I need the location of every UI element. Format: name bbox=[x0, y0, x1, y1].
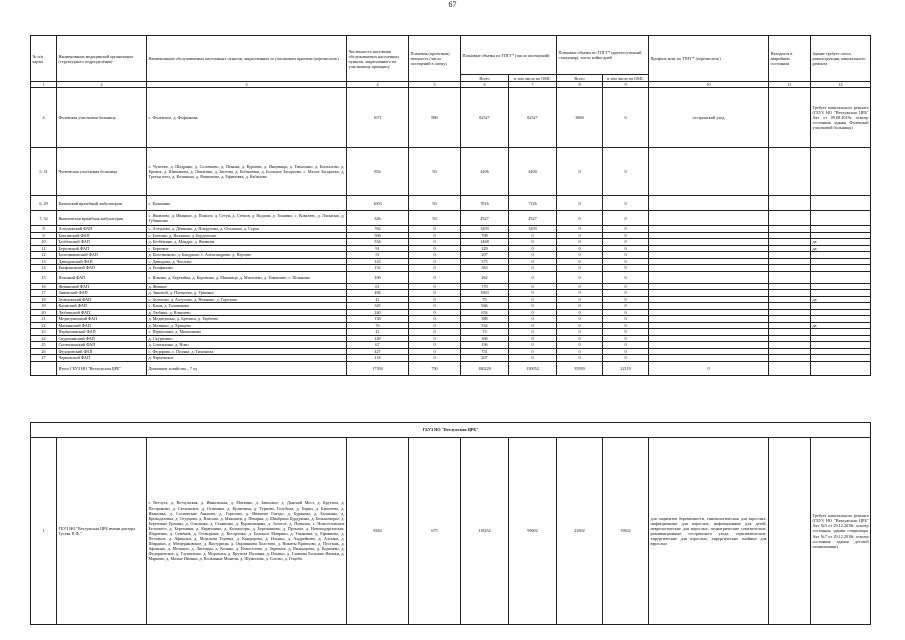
bed-days-total: 0 bbox=[557, 196, 603, 211]
population: 143 bbox=[347, 258, 409, 265]
bed-days-total: 22692 bbox=[557, 438, 603, 625]
bed-days-oms: 0 bbox=[603, 342, 649, 349]
emergency-state bbox=[769, 438, 811, 625]
places-list: с. Яковлево, д. Иванино, д. Пожоги, д. Сетун, д. Стенов, д. Видичи, д. Тоннино, с. Ковалевс, д. Ласкаино, д. Губинкино bbox=[147, 211, 347, 226]
visits-total: 79 bbox=[461, 296, 509, 303]
emergency-state bbox=[769, 148, 811, 196]
bed-days-oms: 0 bbox=[603, 322, 649, 329]
bed-days-total: 0 bbox=[557, 316, 603, 323]
org-name: Алтуновский ФАП bbox=[57, 226, 147, 233]
row-number: 6, 29 bbox=[31, 196, 57, 211]
population: 240 bbox=[347, 309, 409, 316]
bed-profile bbox=[649, 196, 769, 211]
population: 67 bbox=[347, 342, 409, 349]
bed-days-oms: 0 bbox=[603, 271, 649, 283]
bed-days-oms: 0 bbox=[603, 296, 649, 303]
visits-oms: 0 bbox=[509, 348, 557, 355]
repair-note: да bbox=[811, 245, 871, 252]
visits-total: 363 bbox=[461, 265, 509, 272]
total-population: 17350 bbox=[347, 361, 409, 375]
visits-total: 82527 bbox=[461, 88, 509, 148]
population: 506 bbox=[347, 232, 409, 239]
visits-total: 1468 bbox=[461, 239, 509, 246]
visits-total: 118252 bbox=[461, 438, 509, 625]
repair-note bbox=[811, 196, 871, 211]
org-name: Зиновский ФАП bbox=[57, 290, 147, 297]
capacity: 0 bbox=[409, 309, 461, 316]
visits-total: 332 bbox=[461, 322, 509, 329]
column-number: 4 bbox=[347, 82, 409, 88]
row-number: 18 bbox=[31, 296, 57, 303]
places-list: с. Калинино bbox=[147, 196, 347, 211]
capacity: 0 bbox=[409, 322, 461, 329]
population: 41 bbox=[347, 296, 409, 303]
capacity: 0 bbox=[409, 252, 461, 259]
visits-total: 207 bbox=[461, 252, 509, 259]
places-list: с. Давыдово, д. Чеплово bbox=[147, 258, 347, 265]
places-list: д. Жевино bbox=[147, 283, 347, 290]
visits-oms: 7126 bbox=[509, 196, 557, 211]
row-number: 11 bbox=[31, 245, 57, 252]
emergency-state bbox=[769, 211, 811, 226]
row-number: 22 bbox=[31, 322, 57, 329]
org-name: Болотниковский ФАП bbox=[57, 252, 147, 259]
population: 1003 bbox=[347, 196, 409, 211]
capacity: 0 bbox=[409, 335, 461, 342]
visits-oms: 0 bbox=[509, 252, 557, 259]
capacity: 0 bbox=[409, 283, 461, 290]
places-list: д. Скурихино bbox=[147, 335, 347, 342]
org-name: Черновский ФАП bbox=[57, 355, 147, 362]
bed-days-oms: 0 bbox=[603, 252, 649, 259]
total-visits: 180229 bbox=[461, 361, 509, 375]
population: 76 bbox=[347, 322, 409, 329]
places-list: д. Матвино, д. Хрящево bbox=[147, 322, 347, 329]
header-col-6-7: Плановые объемы по ТПГГ* (число посещений) bbox=[461, 36, 557, 75]
capacity: 50 bbox=[409, 148, 461, 196]
header-col-10: Профиль коек по ТПГГ* (перечислить) bbox=[649, 36, 769, 82]
places-list: д. Епифаново bbox=[147, 265, 347, 272]
org-name: Любимский ФАП bbox=[57, 309, 147, 316]
table-row bbox=[31, 271, 871, 283]
capacity: 50 bbox=[409, 196, 461, 211]
population: 41 bbox=[347, 329, 409, 336]
visits-total: 388 bbox=[461, 316, 509, 323]
capacity: 0 bbox=[409, 239, 461, 246]
repair-note: да bbox=[811, 296, 871, 303]
repair-note bbox=[811, 271, 871, 283]
bed-days-total: 0 bbox=[557, 232, 603, 239]
visits-oms: 0 bbox=[509, 283, 557, 290]
bed-days-oms: 19632 bbox=[603, 438, 649, 625]
table-row bbox=[31, 438, 871, 625]
table-row bbox=[31, 88, 871, 148]
bed-days-oms: 0 bbox=[603, 355, 649, 362]
row-number: 24 bbox=[31, 335, 57, 342]
population: 91 bbox=[347, 245, 409, 252]
org-name: Калинский врачебный амбулатории bbox=[57, 196, 147, 211]
visits-total: 575 bbox=[461, 258, 509, 265]
visits-oms: 0 bbox=[509, 271, 557, 283]
capacity: 0 bbox=[409, 232, 461, 239]
row-number: 5, 31 bbox=[31, 148, 57, 196]
emergency-state bbox=[769, 88, 811, 148]
page-number: 67 bbox=[448, 0, 457, 9]
visits-oms: 0 bbox=[509, 309, 557, 316]
org-name: ГБУЗ НО "Ветлужская ЦРБ имени доктора Гусева П.Ф." bbox=[57, 438, 147, 625]
bed-days-total: 0 bbox=[557, 309, 603, 316]
column-number: 3 bbox=[147, 82, 347, 88]
row-number: 8 bbox=[31, 226, 57, 233]
bed-days-oms: 0 bbox=[603, 245, 649, 252]
org-name: Бахтинский ФАП bbox=[57, 232, 147, 239]
bed-days-total: 0 bbox=[557, 239, 603, 246]
bed-days-total: 0 bbox=[557, 348, 603, 355]
places-list: с. Первушино, д. Мокшиново bbox=[147, 329, 347, 336]
row-number: 12 bbox=[31, 252, 57, 259]
places-list: д. Любино, д. Ялышево bbox=[147, 309, 347, 316]
column-number: 8 bbox=[557, 82, 603, 88]
places-list: д. Черновское bbox=[147, 355, 347, 362]
visits-oms: 0 bbox=[509, 258, 557, 265]
row-number: 20 bbox=[31, 309, 57, 316]
subheader-oms: в том числе по ОМС bbox=[603, 75, 649, 82]
capacity: 0 bbox=[409, 258, 461, 265]
row-number: 25 bbox=[31, 342, 57, 349]
capacity: 0 bbox=[409, 296, 461, 303]
column-number: 5 bbox=[409, 82, 461, 88]
org-name: Фёдоровский ФАП bbox=[57, 348, 147, 355]
visits-total: 3293 bbox=[461, 226, 509, 233]
row-number: 21 bbox=[31, 316, 57, 323]
places-list: д. Болотниково, д. Бакурино, с. Александрово, д. Пертово bbox=[147, 252, 347, 259]
population: 149 bbox=[347, 335, 409, 342]
table-row bbox=[31, 211, 871, 226]
visits-oms: 99602 bbox=[509, 438, 557, 625]
bed-days-total: 0 bbox=[557, 355, 603, 362]
column-number: 7 bbox=[509, 82, 557, 88]
places-list: г. Ветлуга, д. Ветлужская, д. Ивановская, д. Матвино, д. Заволжье, д. Донской Мост, д. Крутиха, д. Пестриково, д. Стехинское, д. Осиповка, д. Кузнечиха, д. Турково, Голубиха, д. Борки, д. Бакшеево, д. Ивановка, д. Сосновские Аньково, д. Горелово, д. Ивашево Гнездо, д. Буракова, д. Балакино, д. Криводатовка, д. Огурцово, д. Власово, д. Мякишев, д. Пекарня, д. Швабрино Бурдукино, д. Большеворье, д. Березовые Ерлины, д. Ольгинка, д. Стяжкино, д. Кураповщина, д. Золотое, д. Повкино, с. Новоселовские Белохвост, д. Березники, д. Кирюшино, д. Колмогоры, д. Березникова, д. Прокопа, д. Новокодаргенская, Шарпенко, д. Семёнов, д. Осокорные, д. Костромка, д. Большое Маврино, д. Тинковка, д. Ефимково, д. Песчаное, д. Афиноки, д. Морозова Гоуевка, д. Кондырево, д. Ильино, д. Андрейково, д. Алтыки, д. Ширдино, д. Мещеряковское, д. Вахтурицы, д. Окраинкова Холстово, д. Никиты Кривцово, д. Пустынь, д. Афонино, д. Мелкино, д. Липовцы, д. Козино, д. Новоселово, д. Заречное, д. Вильнерево, д. Коренево, д. Федорцевское, д. Глушихино, д. Морозиха, д. Крутиха Половня, д. Ильино, д. Глазкова Большие Ивонки, д. Марково, д. Малые Ивонки, д. Вольшные Минечи, д. Шумилова, д. Сотово, д. Гещебо. bbox=[147, 438, 347, 625]
org-name: Давыдовский ФАП bbox=[57, 258, 147, 265]
org-name: Епифановский ФАП bbox=[57, 265, 147, 272]
bed-days-oms: 0 bbox=[603, 88, 649, 148]
visits-oms: 0 bbox=[509, 239, 557, 246]
bed-days-oms: 0 bbox=[603, 239, 649, 246]
bed-days-total: 0 bbox=[557, 322, 603, 329]
bed-days-total: 0 bbox=[557, 226, 603, 233]
org-name: Безбёжский ФАП bbox=[57, 239, 147, 246]
visits-total: 654 bbox=[461, 309, 509, 316]
bed-days-oms: 0 bbox=[603, 303, 649, 310]
capacity: 0 bbox=[409, 290, 461, 297]
org-name: Зелёновский ФАП bbox=[57, 296, 147, 303]
row-number: 13 bbox=[31, 258, 57, 265]
visits-oms: 0 bbox=[509, 316, 557, 323]
bed-days-oms: 0 bbox=[603, 148, 649, 196]
total-profile: 0 bbox=[649, 361, 769, 375]
population: 118 bbox=[347, 355, 409, 362]
places-list: с. Зеленово, д. Алтухово, д. Вежново, д. Горелово bbox=[147, 296, 347, 303]
visits-oms: 0 bbox=[509, 355, 557, 362]
org-name: Фалевская участковая больница bbox=[57, 88, 147, 148]
places-list: д. Медведчино, д. Бречиха, д. Тарбеево bbox=[147, 316, 347, 323]
bed-days-oms: 0 bbox=[603, 196, 649, 211]
column-number: 12 bbox=[811, 82, 871, 88]
column-number: 2 bbox=[57, 82, 147, 88]
row-number: 16 bbox=[31, 283, 57, 290]
population: 138 bbox=[347, 316, 409, 323]
population: 51 bbox=[347, 252, 409, 259]
table-row bbox=[31, 148, 871, 196]
row-number: 27 bbox=[31, 355, 57, 362]
repair-note: да bbox=[811, 322, 871, 329]
capacity: 50 bbox=[409, 211, 461, 226]
bed-days-total: 0 bbox=[557, 148, 603, 196]
capacity: 880 bbox=[409, 88, 461, 148]
population: 762 bbox=[347, 226, 409, 233]
total-row bbox=[31, 361, 871, 375]
total-bed-days: 35939 bbox=[557, 361, 603, 375]
org-name: Скурихинский ФАП bbox=[57, 335, 147, 342]
repair-note bbox=[811, 148, 871, 196]
section2-table bbox=[30, 422, 871, 625]
column-number: 10 bbox=[649, 82, 769, 88]
population: 427 bbox=[347, 348, 409, 355]
row-number: 17 bbox=[31, 290, 57, 297]
population: 106 bbox=[347, 271, 409, 283]
bed-days-total: 0 bbox=[557, 245, 603, 252]
bed-days-oms: 0 bbox=[603, 290, 649, 297]
population: 8384 bbox=[347, 438, 409, 625]
visits-oms: 0 bbox=[509, 342, 557, 349]
bed-days-total: 0 bbox=[557, 296, 603, 303]
org-name: Чупеевская участковая больница bbox=[57, 148, 147, 196]
header-col-5: Плановая (проектная) мощность (число посещений в смену) bbox=[409, 36, 461, 82]
emergency-state bbox=[769, 196, 811, 211]
places-list: с. Алтуново, д. Дёмкино, д. Покрутино, д. Оголкино, д. Сурок bbox=[147, 226, 347, 233]
places-list: с. Берговое bbox=[147, 245, 347, 252]
row-number: 15 bbox=[31, 271, 57, 283]
row-number: 14 bbox=[31, 265, 57, 272]
visits-oms: 4327 bbox=[509, 211, 557, 226]
row-number: 10 bbox=[31, 239, 57, 246]
bed-days-total: 0 bbox=[557, 258, 603, 265]
bed-profile: сестринский уход bbox=[649, 88, 769, 148]
bed-days-total: 0 bbox=[557, 271, 603, 283]
bed-profile bbox=[649, 211, 769, 226]
visits-total: 7816 bbox=[461, 196, 509, 211]
population: 345 bbox=[347, 303, 409, 310]
capacity: 0 bbox=[409, 316, 461, 323]
places-list: с. Ильино, д. Березайка, д. Коровино, д. Мякшица, д. Михалево, д. Тимашево, с. Шлыкино bbox=[147, 271, 347, 283]
org-name: Ильиный ФАП bbox=[57, 271, 147, 283]
population: 534 bbox=[347, 239, 409, 246]
bed-days-oms: 0 bbox=[603, 348, 649, 355]
total-label: Итого ГБУЗ НО "Ветлужская ЦРБ" bbox=[57, 361, 147, 375]
bed-days-oms: 0 bbox=[603, 232, 649, 239]
header-col-3: Наименование обслуживаемых населенных пунктов, закрепленных за участковым приемом (перечислить) bbox=[147, 36, 347, 82]
table-row bbox=[31, 196, 871, 211]
bed-days-total: 0 bbox=[557, 211, 603, 226]
bed-days-oms: 0 bbox=[603, 329, 649, 336]
header-col-2: Наименование медицинской организации (структурного подразделения) bbox=[57, 36, 147, 82]
bed-days-total: 0 bbox=[557, 329, 603, 336]
org-name: Климский ФАП bbox=[57, 303, 147, 310]
header-col-11: Находится в аварийном состоянии bbox=[769, 36, 811, 82]
org-name: Спотыхинский ФАП bbox=[57, 342, 147, 349]
header-col-1: № п/п карты bbox=[31, 36, 57, 82]
bed-days-total: 3860 bbox=[557, 88, 603, 148]
places-list: с. Фалевское, д. Фофанкова bbox=[147, 88, 347, 148]
population: 152 bbox=[347, 265, 409, 272]
bed-days-oms: 0 bbox=[603, 283, 649, 290]
visits-total: 366 bbox=[461, 335, 509, 342]
bed-days-total: 0 bbox=[557, 303, 603, 310]
visits-total: 751 bbox=[461, 348, 509, 355]
visits-total: 170 bbox=[461, 283, 509, 290]
capacity: 675 bbox=[409, 438, 461, 625]
column-number: 9 bbox=[603, 82, 649, 88]
bed-days-total: 0 bbox=[557, 342, 603, 349]
visits-oms: 0 bbox=[509, 245, 557, 252]
row-number: 26 bbox=[31, 348, 57, 355]
org-name: Медведчинский ФАП bbox=[57, 316, 147, 323]
capacity: 0 bbox=[409, 265, 461, 272]
row-number: 7, 32 bbox=[31, 211, 57, 226]
visits-oms: 0 bbox=[509, 322, 557, 329]
bed-profile bbox=[649, 271, 769, 283]
capacity: 0 bbox=[409, 355, 461, 362]
header-col-8-9: Плановые объемы по ТПГГ* (круглосуточный стационар), число койко-дней bbox=[557, 36, 649, 75]
visits-oms: 0 bbox=[509, 290, 557, 297]
emergency-state bbox=[769, 271, 811, 283]
bed-days-total: 0 bbox=[557, 290, 603, 297]
visits-total: 4206 bbox=[461, 148, 509, 196]
capacity: 0 bbox=[409, 226, 461, 233]
row-number: 19 bbox=[31, 303, 57, 310]
visits-oms: 0 bbox=[509, 329, 557, 336]
row-number: 1 bbox=[31, 438, 57, 625]
visits-total: 946 bbox=[461, 303, 509, 310]
capacity: 0 bbox=[409, 245, 461, 252]
total-capacity: 750 bbox=[409, 361, 461, 375]
places-list: д. Спотыхино, д. Ново bbox=[147, 342, 347, 349]
subheader-oms: в том числе по ОМС bbox=[509, 75, 557, 82]
total-visits-oms: 130052 bbox=[509, 361, 557, 375]
column-number: 11 bbox=[769, 82, 811, 88]
visits-oms: 82527 bbox=[509, 88, 557, 148]
bed-days-oms: 0 bbox=[603, 265, 649, 272]
bed-profile bbox=[649, 148, 769, 196]
places-list: с. Федорово, с. Поляна, д. Тимониха bbox=[147, 348, 347, 355]
total-bed-days-oms: 22119 bbox=[603, 361, 649, 375]
bed-days-oms: 0 bbox=[603, 316, 649, 323]
visits-oms: 0 bbox=[509, 303, 557, 310]
capacity: 0 bbox=[409, 342, 461, 349]
capacity: 0 bbox=[409, 329, 461, 336]
repair-note: да bbox=[811, 239, 871, 246]
bed-days-oms: 0 bbox=[603, 211, 649, 226]
subheader-total: Всего bbox=[461, 75, 509, 82]
capacity: 0 bbox=[409, 303, 461, 310]
total-places: Домашние хозяйства – 7 ед bbox=[147, 361, 347, 375]
bed-days-oms: 0 bbox=[603, 226, 649, 233]
visits-total: 73 bbox=[461, 329, 509, 336]
bed-days-oms: 0 bbox=[603, 258, 649, 265]
section-title: ГБУЗ НО "Ветлужская ЦРБ" bbox=[31, 423, 871, 438]
repair-note bbox=[811, 211, 871, 226]
population: 61 bbox=[347, 283, 409, 290]
row-number: 23 bbox=[31, 329, 57, 336]
repair-note: Требует капитального ремонта (ГБУЗ НО "Ветлужская ЦРБ" Акт №5 от 29.12.2018г. осмотр состояния здания стационара, Акт №7 от 29.12.2018г. осмотр состояния здания детской поликлиники) bbox=[811, 438, 871, 625]
column-number: 6 bbox=[461, 82, 509, 88]
visits-oms: 0 bbox=[509, 296, 557, 303]
places-list: с. Клим, д. Голованово bbox=[147, 303, 347, 310]
visits-oms: 3293 bbox=[509, 226, 557, 233]
visits-oms: 4200 bbox=[509, 148, 557, 196]
population: 484 bbox=[347, 290, 409, 297]
header-col-12: Здание требует сноса, реконструкции, капитального ремонта bbox=[811, 36, 871, 82]
visits-total: 4327 bbox=[461, 211, 509, 226]
row-number: 9 bbox=[31, 232, 57, 239]
org-name: Берговский ФАП bbox=[57, 245, 147, 252]
org-name: Матвинский ФАП bbox=[57, 322, 147, 329]
capacity: 0 bbox=[409, 348, 461, 355]
places-list: с. Бахтино, д. Волжино, д. Бердогонье bbox=[147, 232, 347, 239]
visits-total: 1863 bbox=[461, 290, 509, 297]
visits-oms: 0 bbox=[509, 335, 557, 342]
table-body bbox=[31, 88, 871, 362]
capacity: 0 bbox=[409, 271, 461, 283]
bed-days-total: 0 bbox=[557, 335, 603, 342]
bed-days-oms: 0 bbox=[603, 309, 649, 316]
org-name: Жевинский ФАП bbox=[57, 283, 147, 290]
places-list: с. Чупеево, д. Шадрино, д. Соловьево, д. Пеньки, д. Куриево, д. Инцивица, д. Тимохино, д. Бызгалово, д. Кривое, д. Шишакова, д. Лопатино, д. Засеева, д. Бобылёвка, д. Большое Засорьево, с. Малое Засорьево, д. Третьи пчел, д. Козинино, д. Вавилково, д. Ефимовка, д. Кабаново bbox=[147, 148, 347, 196]
visits-total: 196 bbox=[461, 342, 509, 349]
visits-total: 262 bbox=[461, 271, 509, 283]
bed-profile: для пациентов беременности, гинекологическая для взрослых, инфекционные для взрослых, инфекционные для детей, неврологические для взрослых, педиатрические соматические, реанимационные, сестринского ухода, терапевтические, хирургические для взрослых, хирургические гнойные для взрослых bbox=[649, 438, 769, 625]
population: 854 bbox=[347, 148, 409, 196]
visits-total: 207 bbox=[461, 355, 509, 362]
visits-total: 229 bbox=[461, 245, 509, 252]
main-table bbox=[30, 35, 871, 376]
repair-note: Требует капитального ремонта (ГБУЗ НО "Ветлужская ЦРБ" Акт от 09.08.2019г. осмотр состояния здания Фалевской участковой больницы) bbox=[811, 88, 871, 148]
visits-total: 708 bbox=[461, 232, 509, 239]
population: 326 bbox=[347, 211, 409, 226]
places-list: д. Безбёжино, д. Мандре, д. Якимова bbox=[147, 239, 347, 246]
subheader-total: Всего bbox=[557, 75, 603, 82]
visits-oms: 0 bbox=[509, 232, 557, 239]
org-name: Яковлевская врачебная амбулатория bbox=[57, 211, 147, 226]
places-list: д. Зиновой, д. Плещеево, д. Урминье bbox=[147, 290, 347, 297]
org-name: Первушинский ФАП bbox=[57, 329, 147, 336]
bed-days-total: 0 bbox=[557, 283, 603, 290]
visits-oms: 0 bbox=[509, 265, 557, 272]
bed-days-oms: 0 bbox=[603, 335, 649, 342]
header-col-4: Численность населения обслуживаемых населенных пунктов, закрепленного по участковому принципу bbox=[347, 36, 409, 82]
column-number: 1 bbox=[31, 82, 57, 88]
bed-days-total: 0 bbox=[557, 265, 603, 272]
population: 1671 bbox=[347, 88, 409, 148]
row-number: 4 bbox=[31, 88, 57, 148]
bed-days-total: 0 bbox=[557, 252, 603, 259]
